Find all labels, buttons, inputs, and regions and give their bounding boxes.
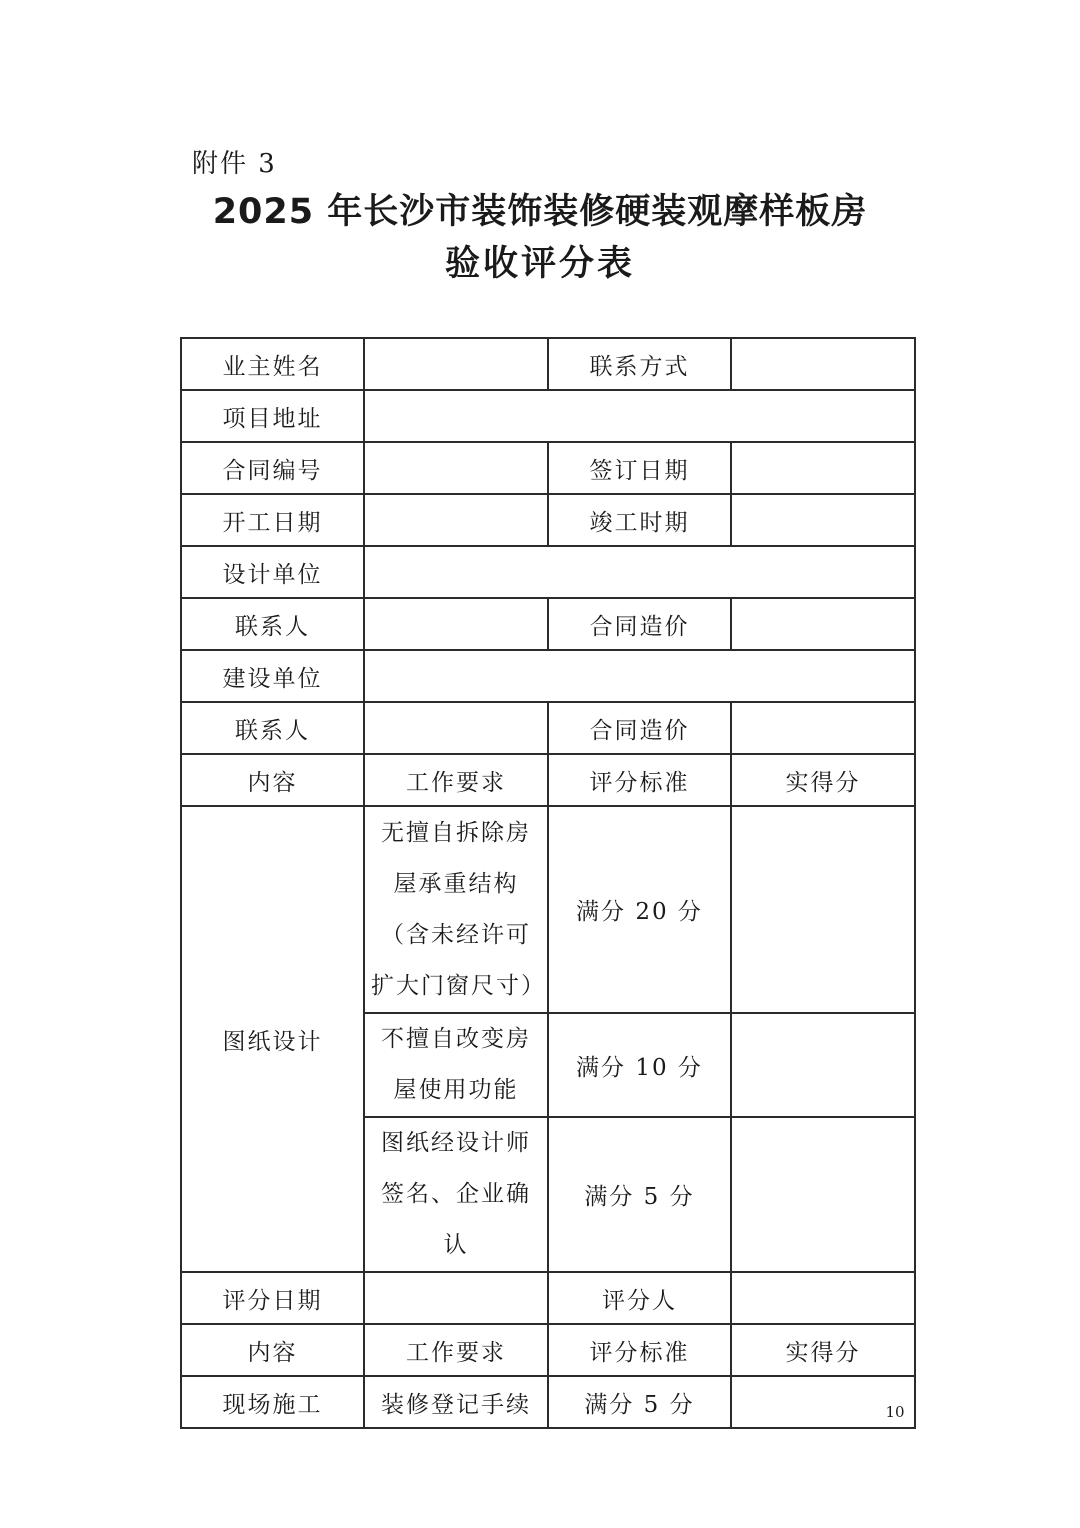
category-drawing-design: 图纸设计 [181, 806, 364, 1272]
requirement-cell: 无擅自拆除房屋承重结构（含未经许可扩大门窗尺寸） [364, 806, 548, 1013]
contact-method-field[interactable] [731, 338, 915, 390]
completion-date-field[interactable] [731, 494, 915, 546]
owner-name-label: 业主姓名 [181, 338, 364, 390]
content-header: 内容 [181, 1324, 364, 1376]
scoring-date-label: 评分日期 [181, 1272, 364, 1324]
table-row [181, 702, 915, 754]
standard-cell: 满分 5 分 [548, 1376, 731, 1428]
score-header: 实得分 [731, 1324, 915, 1376]
start-date-field[interactable] [364, 494, 548, 546]
table-row [181, 338, 915, 390]
standard-header: 评分标准 [548, 1324, 731, 1376]
table-row [181, 1272, 915, 1324]
construction-contact-label: 联系人 [181, 702, 364, 754]
project-address-label: 项目地址 [181, 390, 364, 442]
completion-date-label: 竣工时期 [548, 494, 731, 546]
design-contract-price-label: 合同造价 [548, 598, 731, 650]
table-row [181, 806, 915, 1013]
document-title-line2: 验收评分表 [444, 244, 635, 284]
design-contact-field[interactable] [364, 598, 548, 650]
contract-number-label: 合同编号 [181, 442, 364, 494]
requirement-cell: 不擅自改变房屋使用功能 [364, 1013, 548, 1117]
table-row [181, 442, 915, 494]
construction-unit-label: 建设单位 [181, 650, 364, 702]
standard-cell: 满分 10 分 [548, 1013, 731, 1117]
scorer-field[interactable] [731, 1272, 915, 1324]
table-row [181, 546, 915, 598]
design-unit-label: 设计单位 [181, 546, 364, 598]
requirement-header: 工作要求 [364, 1324, 548, 1376]
standard-header: 评分标准 [548, 754, 731, 806]
design-unit-field[interactable] [364, 546, 915, 598]
signing-date-label: 签订日期 [548, 442, 731, 494]
score-field[interactable] [731, 1117, 915, 1272]
contact-method-label: 联系方式 [548, 338, 731, 390]
table-row [181, 650, 915, 702]
table-header-row [181, 754, 915, 806]
construction-contract-price-label: 合同造价 [548, 702, 731, 754]
page-number: 10 [885, 1403, 905, 1421]
table-row [181, 494, 915, 546]
signing-date-field[interactable] [731, 442, 915, 494]
score-header: 实得分 [731, 754, 915, 806]
standard-cell: 满分 5 分 [548, 1117, 731, 1272]
score-field[interactable] [731, 806, 915, 1013]
start-date-label: 开工日期 [181, 494, 364, 546]
content-header: 内容 [181, 754, 364, 806]
contract-number-field[interactable] [364, 442, 548, 494]
scorer-label: 评分人 [548, 1272, 731, 1324]
table-row [181, 1376, 915, 1428]
requirement-header: 工作要求 [364, 754, 548, 806]
design-contact-label: 联系人 [181, 598, 364, 650]
score-field[interactable] [731, 1013, 915, 1117]
owner-name-field[interactable] [364, 338, 548, 390]
scoring-date-field[interactable] [364, 1272, 548, 1324]
attachment-label: 附件 3 [192, 149, 277, 179]
table-row [181, 390, 915, 442]
construction-contract-price-field[interactable] [731, 702, 915, 754]
table-row [181, 598, 915, 650]
construction-unit-field[interactable] [364, 650, 915, 702]
project-address-field[interactable] [364, 390, 915, 442]
table-header-row [181, 1324, 915, 1376]
requirement-cell: 图纸经设计师签名、企业确认 [364, 1117, 548, 1272]
document-title-line1: 2025 年长沙市装饰装修硬装观摩样板房 [212, 192, 868, 232]
category-site-construction: 现场施工 [181, 1376, 364, 1428]
scoring-table [180, 337, 916, 1429]
requirement-cell: 装修登记手续 [364, 1376, 548, 1428]
design-contract-price-field[interactable] [731, 598, 915, 650]
standard-cell: 满分 20 分 [548, 806, 731, 1013]
construction-contact-field[interactable] [364, 702, 548, 754]
